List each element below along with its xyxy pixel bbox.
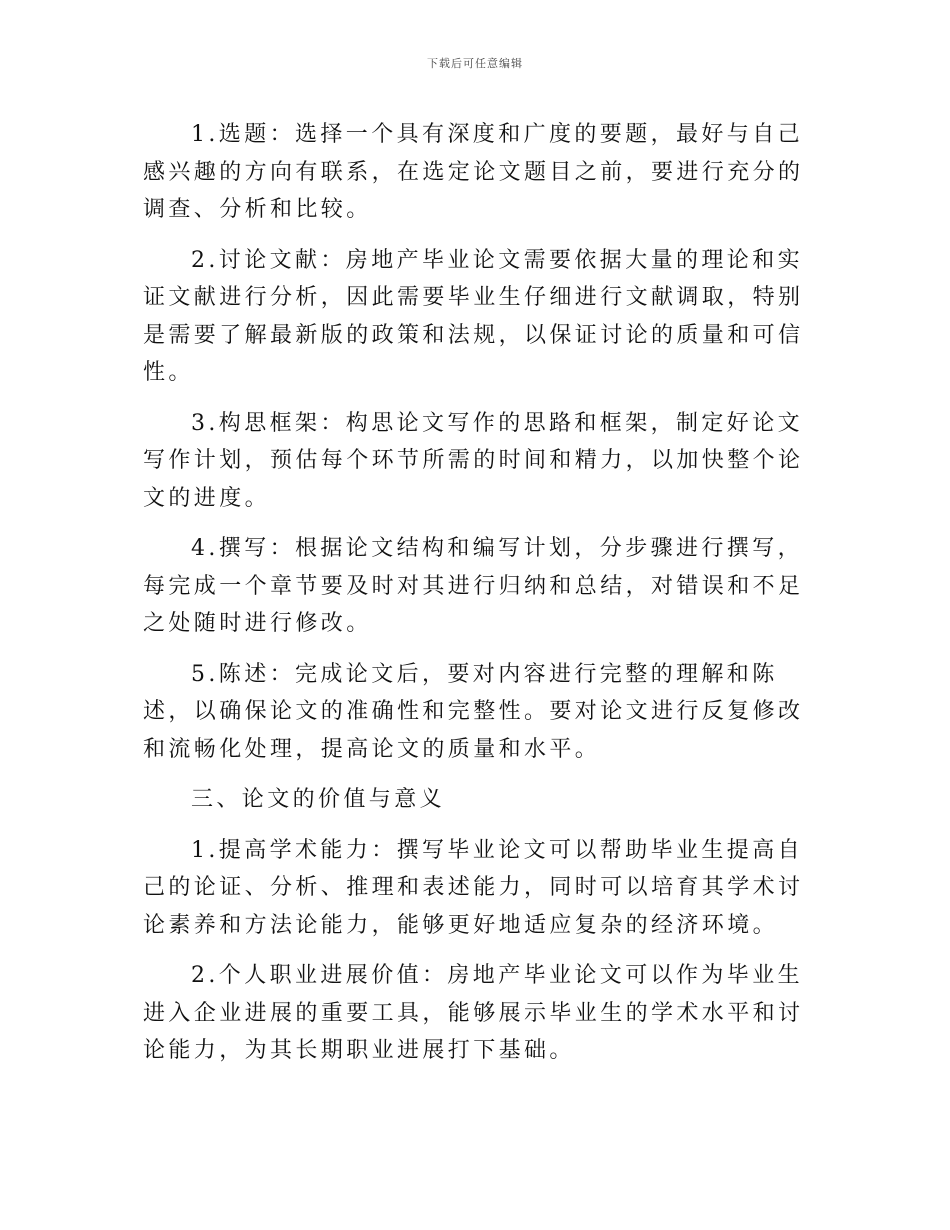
section-heading: 三、论文的价值与意义: [191, 787, 446, 812]
paragraph-value-2: 2.个人职业进展价值：房地产毕业论文可以作为毕业生进入企业进展的重要工具，能够展示毕业生的学术水平和讨论能力，为其长期职业进展打下基础。: [143, 963, 804, 1063]
paragraph-step-4: 4.撰写：根据论文结构和编写计划，分步骤进行撰写，每完成一个章节要及时对其进行归纳和总结，对错误和不足之处随时进行修改。: [143, 536, 804, 636]
paragraph-value-1: 1.提高学术能力：撰写毕业论文可以帮助毕业生提高自己的论证、分析、推理和表述能力，同时可以培育其学术讨论素养和方法论能力，能够更好地适应复杂的经济环境。: [143, 837, 804, 938]
paragraph-step-3: 3.构思框架：构思论文写作的思路和框架，制定好论文写作计划，预估每个环节所需的时间和精力，以加快整个论文的进度。: [143, 410, 804, 511]
document-body: [143, 116, 813, 1083]
paragraph-step-2: 2.讨论文献：房地产毕业论文需要依据大量的理论和实证文献进行分析，因此需要毕业生仔细进行文献调取，特别是需要了解最新版的政策和法规，以保证讨论的质量和可信性。: [143, 247, 804, 385]
paragraph-step-5: 5.陈述：完成论文后，要对内容进行完整的理解和陈述，以确保论文的准确性和完整性。要对论文进行反复修改和流畅化处理，提高论文的质量和水平。: [143, 661, 804, 762]
paragraph-step-1: 1.选题：选择一个具有深度和广度的要题，最好与自己感兴趣的方向有联系，在选定论文题目之前，要进行充分的调查、分析和比较。: [143, 122, 804, 222]
page-header: 下载后可任意编辑: [427, 57, 523, 70]
